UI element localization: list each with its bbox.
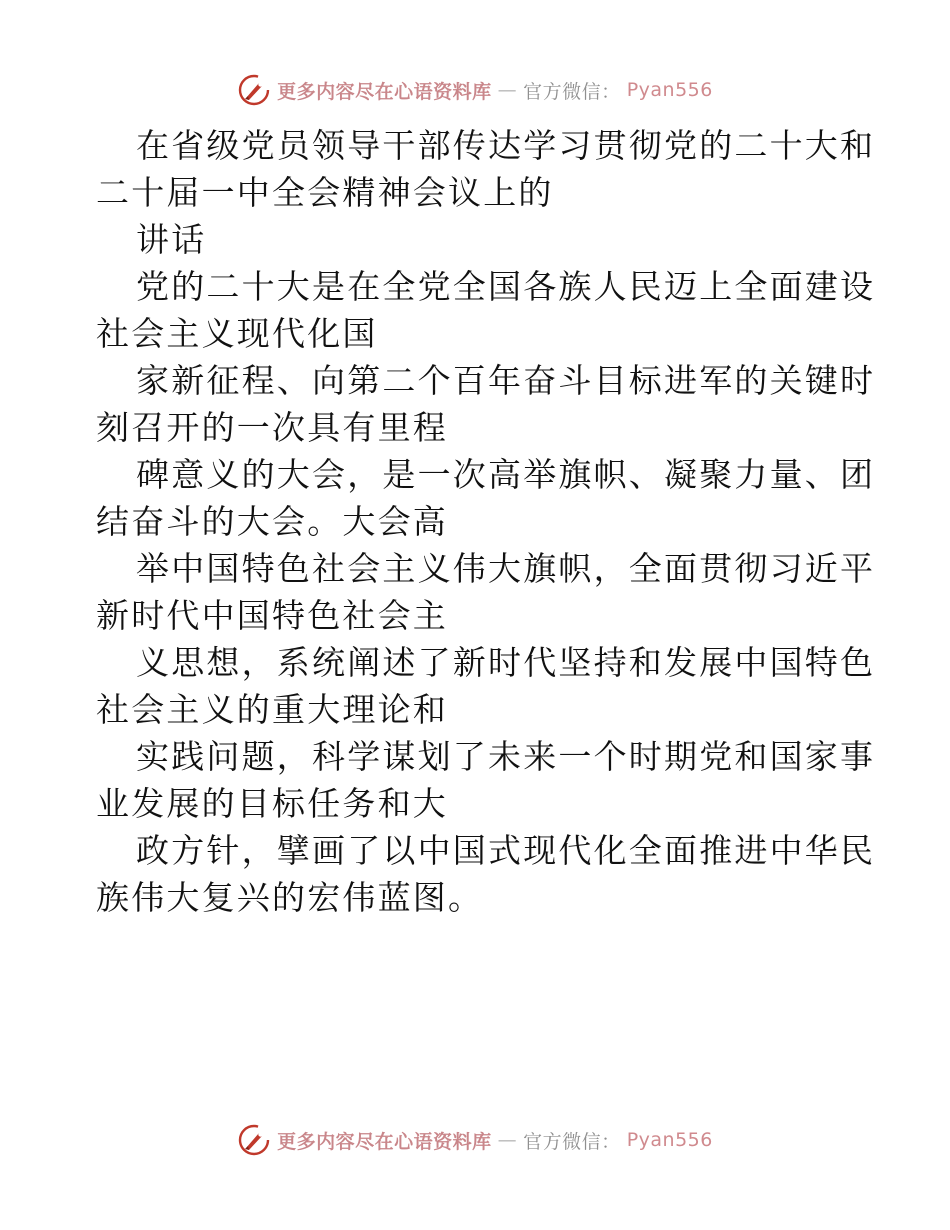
pen-nib-logo-icon (237, 73, 271, 107)
body-line: 业发展的目标任务和大 (96, 784, 448, 823)
body-line: 新时代中国特色社会主 (96, 596, 448, 635)
body-line: 社会主义现代化国 (96, 314, 378, 353)
watermark-sub-text: 官方微信： (523, 80, 621, 103)
body-line: 实践问题，科学谋划了未来一个时期党和国家事 (136, 737, 876, 776)
body-line: 结奋斗的大会。大会高 (96, 502, 448, 541)
body-line: 举中国特色社会主义伟大旗帜，全面贯彻习近平 (136, 549, 876, 588)
body-line: 义思想，系统阐述了新时代坚持和发展中国特色 (136, 643, 876, 682)
body-line: 族伟大复兴的宏伟蓝图。 (96, 878, 484, 917)
document-body (96, 122, 876, 921)
body-line: 碑意义的大会，是一次高举旗帜、凝聚力量、团 (136, 455, 876, 494)
title-line-1: 在省级党员领导干部传达学习贯彻党的二十大和 (136, 126, 876, 165)
body-line: 家新征程、向第二个百年奋斗目标进军的关键时 (136, 361, 876, 400)
watermark-main-text: 更多内容尽在心语资料库 (277, 80, 492, 103)
body-line: 党的二十大是在全党全国各族人民迈上全面建设 (136, 267, 876, 306)
watermark-separator: — (497, 79, 518, 101)
body-line: 社会主义的重大理论和 (96, 690, 448, 729)
header-watermark (0, 70, 950, 110)
watermark-separator: — (497, 1129, 518, 1151)
body-line: 政方针，擘画了以中国式现代化全面推进中华民 (136, 831, 876, 870)
watermark-id-text: Pyan556 (626, 79, 713, 101)
footer-watermark (0, 1120, 950, 1160)
body-line: 刻召开的一次具有里程 (96, 408, 448, 447)
watermark-main-text: 更多内容尽在心语资料库 (277, 1130, 492, 1153)
title-line-3: 讲话 (136, 220, 207, 259)
watermark-id-text: Pyan556 (626, 1129, 713, 1151)
title-line-2: 二十届一中全会精神会议上的 (96, 173, 554, 212)
pen-nib-logo-icon (237, 1123, 271, 1157)
watermark-sub-text: 官方微信： (523, 1130, 621, 1153)
